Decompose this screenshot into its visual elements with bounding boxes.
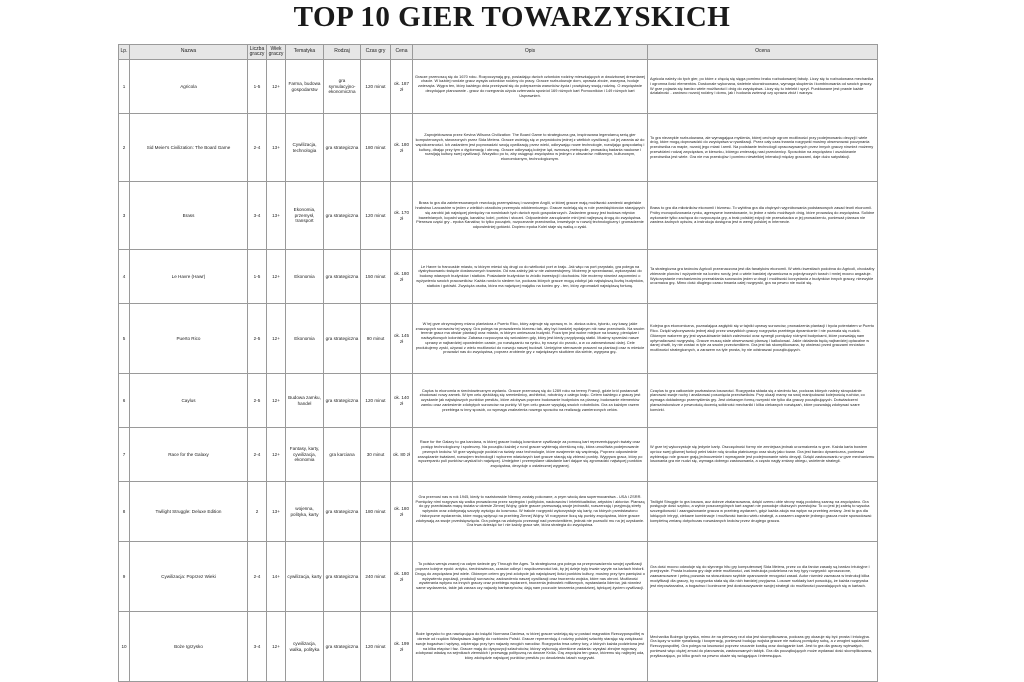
cell-price: ok. 140 zł [391,374,413,428]
cell-name: Cywilizacja: Poprzez Wieki [130,542,248,612]
cell-price: ok. 199 zł [391,612,413,682]
cell-name: Race for the Galaxy [130,428,248,482]
cell-price: ok. 80 zł [391,428,413,482]
header-rating: Ocena [648,45,878,60]
cell-type: gra strategiczna [324,304,361,374]
cell-age: 12+ [267,428,286,482]
cell-age: 13+ [267,114,286,182]
cell-time: 120 minut [361,612,391,682]
cell-players: 3-4 [248,182,267,250]
cell-price: ok. 180 zł [391,114,413,182]
cell-price: ok. 180 zł [391,482,413,542]
cell-lp: 4 [119,250,130,304]
cell-theme: Cywilizacja, technologia [286,114,324,182]
header-description: Opis [413,45,648,60]
cell-players: 2-5 [248,374,267,428]
cell-time: 90 minut [361,304,391,374]
table-row [119,542,878,612]
cell-price: ok. 170 zł [391,182,413,250]
cell-age: 13+ [267,182,286,250]
table-row [119,482,878,542]
cell-players: 1-5 [248,60,267,114]
cell-players: 2-4 [248,114,267,182]
table-row [119,114,878,182]
cell-description: Caylus to ekonomia w średniowiecznym wydaniu. Gracze przenoszą się do 1289 roku na tereny Francji, gdzie król postanowił zbudować nowy zamek. W tym celu zjeżdżają się rzemieślnicy, architekci, robotnicy z całego kraju. Celem każdego z graczy jest uzyskanie jak największych punktów prestiżu, które zdobywa poprzez budowanie budynków na planszy, budowanie elementów zamku oraz zaniesienie zdobytych surowców na punkty. W tym celu gracze wysyłają swoich robotników. Gra za każdym razem przebiega w inny sposób, co wymaga znalezienia nowego sposobu na realizację zamierzonych celów. [413,374,648,428]
cell-time: 180 minut [361,482,391,542]
cell-lp: 7 [119,428,130,482]
table-row [119,428,878,482]
table-row [119,250,878,304]
cell-lp: 8 [119,482,130,542]
cell-theme: Ekonomia [286,304,324,374]
cell-lp: 1 [119,60,130,114]
cell-type: gra strategiczna [324,250,361,304]
cell-name: Sid Meier's Civilization: The Board Game [130,114,248,182]
cell-time: 180 minut [361,114,391,182]
cell-price: ok. 145 zł [391,304,413,374]
cell-rating: Mechanika Bożego Igrzyska, mimo że na pierwszy rzut oka jest skomplikowana, podczas gry okazuje się być prosta i intuicyjna. Gra łączy w sobie rywalizację i kooperację, ponieważ budując wojska gracze nie walczą pomiędzy sobą, a z wrogimi sąsiadami Rzeczypospolitej. Gra polega na losowości poprzez rzucanie kostką oraz dociąganie kart. Jest to gra dla graczy wytrwałych, ponieważ więc ciężej zmusi do planowania, zastosowanych taktyk. Gra dla początkujących może wydawać dość skomplikowana, przytłaczająca, po kilku grach na pewno okaże się wciągająca i interesująca. [648,612,878,682]
cell-theme: Ekonomia, przemysł, transport [286,182,324,250]
cell-description: Race for the Galaxy to gra karciana, w której gracze budują kosmiczne cywilizacje za pomocą kart reprezentujących światy oraz postęp technologiczny i społeczny. Na początku każdej z rund gracze wybierają określoną rolę, która umożliwia podejmowanie pewnych kroków. W grze występuje podział na światy oraz technologie, które wzajemnie się wspierają. Poprzez odpowiednie zarządzanie światami, rozwojem technologii i wyborem właściwych kart gracze starają się zbierać punkty. Wygrywa gracz, który po wyczerpaniu puli punktów uzyskał ich najwięcej. Umiejętne i przemyślane układanie kart dające się zgromadzić najwięcej punktów zwycięstwa, decyduje o ostatecznej wygranej. [413,428,648,482]
cell-time: 30 minut [361,428,391,482]
games-table [118,44,878,682]
cell-theme: Budowa zamku, handel [286,374,324,428]
cell-type: gra strategiczna [324,542,361,612]
cell-type: gra strategiczna [324,374,361,428]
cell-type: gra strategiczna [324,182,361,250]
cell-rating: Brass to gra dla miłośników ekonomii i biznesu. To wybitna gra dla chętnych wypróbowania podstawowych zasad teorii ekonomii. Próby monopolizowania rynku, agresywne inwestowanie, to jedne z wielu możliwych dróg, które prowadzą do zwycięstwa. Solidne wykonanie tylko zachęca do rozpoczęcia gry, a brak polskiej edycji nie przeszkadza w jej prowadzeniu, ponieważ plansza nie zawiera żadnych opisów, a instrukcja dostępna jest w wersji polskiej w Internecie. [648,182,878,250]
cell-time: 240 minut [361,542,391,612]
cell-description: Boże Igrzysko to gra nawiązująca do książki Normana Daviesa, w której gracze wcielają się w postaci magnatów Rzeczypospolitej w okresie od rządów Władysława Jagiełły do rozbiorów Polski. Gracze reprezentują 4 rodziny polskiej szlachty starając się zwiększać swoje bogactwo i wpływy, odpierając przy tym najazdy wrogich narodów. Rozgrywka trwa cztery tury, z których każda podzielona jest na kilka etapów i faz. Gracze mają do dyspozycji szlachciców, którzy wykonują określone zadania: wysyłać zbrojne wyprawy, zdobywać władzę na sejmikach ziemskich i przewagę polityczną na dworze Króla. Grę zwycięża ten gracz, któremu się najlepiej uda, który zdobędzie najwięcej punktów prestiżu po dwudziestu latach rozgrywki. [413,612,648,682]
cell-age: 12+ [267,612,286,682]
cell-age: 12+ [267,250,286,304]
cell-type: gra strategiczna [324,482,361,542]
cell-name: Le Havre (Hawr) [130,250,248,304]
cell-name: Boże Igrzysko [130,612,248,682]
table-row [119,374,878,428]
cell-theme: Fantasy, karty, cywilizacja, ekonomia [286,428,324,482]
table-row [119,304,878,374]
cell-time: 120 minut [361,182,391,250]
cell-type: gra symulacyjno-ekonomiczna [324,60,361,114]
header-players: Liczba graczy [248,45,267,60]
cell-theme: cywilizacja, walka, polityka [286,612,324,682]
cell-players: 3-4 [248,612,267,682]
cell-description: W tej grze otrzymujemy miano plantatora z Puerto Rico, który zajmuje się uprawą m. in. złośca cukru, tytoniu, czy kawy, jakie znaczących surowców tej wyspy. Gra polega na prowadzeniu biznesu tak, aby być bardziej wydajnym niż nasz przeciwnik. Na swoim terenie gracz ma obsiar plantacji oraz miasto, w którym umieszcza budynki. Poza tym jest wolne miejsce na towary, pieniądze i nadwyżkowych kolonistów. Zabawa rozpoczyna się wnioskiem gdy, który jest kiedy przypływają statki. Musimy sprzedać nasze uprawy w najbardziej opowiednim czasie, po rozwiązaniu na rynku, by ruszyć do przodu, a w co zainwestować dalej. Cele produkujemy zyski, używać z wielu możliwości do rozwoju naszej budowli. Umiejętne sterowanie pracami na plantacji oraz w mieście prowadzi nas do zwycięstwa, poprzez zrobienie gry z największym skutkiem dla siebie, wygrywa grę. [413,304,648,374]
cell-time: 120 minut [361,60,391,114]
cell-name: Agricola [130,60,248,114]
header-price: Cena [391,45,413,60]
cell-theme: Ekonomia [286,250,324,304]
cell-age: 12+ [267,304,286,374]
cell-description: Zaprojektowana przez Kevina Wilsona Civilization: The Board Game to strategiczna gra, inspirowana legendarną serią gier komputerowych, stworzonych przez Sida Meiera. Gracze wcielają się w przywódców jednej z wielkich cywilizacji, od jej zarania aż do współczesności. Ich zadaniem jest poprowadzić swoją cywilizację przez wieki, odkrywając nowe technologie, rozwijając gospodarkę i kulturę, dbając przy tym o dyplomację i obronę. Gracze odkrywają kolejne ląd, wznoszą metropolie, prowadzą badania naukowe i rozwijają kulturę swej cywilizacji. Wszystko po to, aby osiągnąć zwycięstwo w jednym z obszarów: militarnym, kulturowym, ekonomicznym, technologicznym. [413,114,648,182]
cell-rating: To gra niezwykle rozbudowana, ale wymagająca myślenia, której cechuje ogrom możliwości przy podejmowaniu decyzji i wiele dróg, które mogą doprowadzić do zwycięstwa w rywalizacji. Przez cały czas trwania rozgrywki musimy obserwować poczynania przeciwnika na mapie, rozwój jego miast i armii. Na podstawie technologii opracowywanych przez innych graczy również możemy przewidzieć rodzaj zwycięstwa, w kierunku, którego zmierzają nasi przeciwnicy. Sposobów na zwycięstwo i oszukiwanie przeciwnika jest wiele. Gra nie ma przestojów i pomimo niewielkiej interakcji między graczami, daje dużo satysfakcji. [648,114,878,182]
cell-name: Caylus [130,374,248,428]
header-lp: Lp. [119,45,130,60]
cell-theme: cywilizacja, karty [286,542,324,612]
cell-description: Brass to gra dla zainteresowanych rewolucją przemysłową i rozwojem Anglii, w której gracze mają możliwość zamienić angielskie hrabstwo Lancashire w jeden z wielkich ośrodków przemysłu włókienniczego. Gracze wcielają się w role przedsiębiorców starających się zarobić jak najwięcej pieniędzy na nowinkach tych dwóch epok gospodarczych. Zadaniem graczy jest budowa młynów bawełnianych, kopalni węgla, kanałów, kolei, portów i stoczni. Odpowiednie zarządzanie mini jest najlepszą drogą do zwycięstwa. Pierwsza część gry - epoka Kanałów, to tylko początek, rozpoznanie przeciwnika, inwestycje w rozwój technologiczny i gromadzenie odpowiedniej gotówki. Dopiero epoka Kolei staje się walką o zyski. [413,182,648,250]
table-header-row [119,45,878,60]
cell-lp: 9 [119,542,130,612]
cell-lp: 3 [119,182,130,250]
cell-rating: Kolejna gra ekonomiczna, pozwalająca zagłębić się w tajniki uprawy surowców, prowadzenia plantacji i bycia potentatem w Puerto Rico. Dzięki wykonywaniu jednej akcji przez wszystkich graczy rozgrywka przebiega dynamicznie i nie pozwala się nudzić. Głównym walorem gry jest wyszukiwanie takich zależności oraz synergii pomiędzy różnymi budynkami, które pozwalają nam optymalizować rozgrywkę. Gracze muszą stale obserwować planszę i kalkulować. Jakie działania będą najbardziej opłacalne w danej chwili, by nie zostać w tyle za swoim przeciwnikiem. Gra jest tak skomplikowana, by otwierać przed graczami mnóstwo możliwości strategicznych, a zarazem na tyle prosta, by nie odstraszać początkujących. [648,304,878,374]
cell-age: 13+ [267,482,286,542]
cell-rating: Twilight Struggle to gra losowa, acz dobrze zbalansowana, dzięki czemu obie strony mają podobną szansę na zwycięstwo. Gra postępuje dość szybko, a wybór poszczególnych kart zagrań nie powoduje dłuższych przestojów. To co jest jej zaletą to wysoka szczegółowość i zaangażowanie gracza w przebieg wydarzeń, gdyż każda akcja ma wpływ na przebieg zmiany. Jest to gra dla lubiących intrygi, ciekawe kombinacje i możliwość bardzo wielu strategii, a zarazem zagranie jednego gracza może spowodować kompletną zmianę dotychczas rozważanych kroków przez drugiego gracza. [648,482,878,542]
cell-lp: 6 [119,374,130,428]
cell-age: 12+ [267,60,286,114]
cell-time: 150 minut [361,250,391,304]
table-row [119,612,878,682]
cell-name: Brass [130,182,248,250]
cell-name: Puerto Rico [130,304,248,374]
cell-lp: 2 [119,114,130,182]
cell-rating: Ta strategiczna gra twórców Agricoli przeznaczona jest dla fanatyków ekonomii. W wielu kwestiach podobna do Agricoli, chociażby zbieranie plonów i wyżywienie na koniec rundy, jest o wiele bardziej dynamiczna w pojedynczych turach i mniej mocno angażuje. Wykorzystanie mechanizmów przerabiania surowców jeden w drugi i możliwość korzystania z budynków innych graczy, niezwykle urozmaica grę. Mimo dość długiego czasu trwania całej rozgrywki, gra na pewno nie nudzi się. [648,250,878,304]
cell-rating: Czaylus to gra całkowicie pozbawiona losowości. Rozgrywka składa się z siedmiu faz, podczas których należy skrupulatnie planować swoje ruchy i analizować posunięcia przeciwników. Przy okazji mamy na swój manipulować kolejnością ruchów, co wymaga dokładnego przemyślenia gry. Jest ciekawym formą rozrywki nie tylko dla graczy początkujących. Doświadczeni planszówkowicze z pewnością docenią solidność mechaniki i kilka ciekawych rozwiązań, które pozwalają zdobywać szare komórki. [648,374,878,428]
cell-type: gra strategiczna [324,612,361,682]
table-row [119,60,878,114]
cell-rating: W grze tej wykorzystuje się jedynie karty. Oszczędność formy nie zmniejsza jednak urozmaicenia w grze. Każda karta bowiem oprócz swej głównej funkcji pełni także rolę środka płatniczego oraz służy jako towar. Gra jest bardzo dynamiczna, ponieważ wybierając role gracze grają jednocześnie i wymaganie jest podejmowanie wielu decyzji. Dzięki zastosowaniu w grze mechanizmu losowania gra nie nudzi się, wymaga dobrego zastosowania, a często nagły zmiany obiegu, wcielenie strategii. [648,428,878,482]
page-title: TOP 10 GIER TOWARZYSKICH [293,1,731,33]
cell-description: Gracze przenoszą się do 1670 roku. Rozpoczynają grę, posiadając dwóch członków rodziny mieszkających w dwuizbowej drewnianej chacie. W każdej rundzie gracz wysyła członków rodziny do pracy. Gracze rozbudowuje dom, uprawia zboże, warzywa, hoduje zwierzęta. Wygra ten, który każdego dnia przeżywał się do polepszenia warunków życia i powiększy swoją rodzinę. O zwycięstwie decydujące planowanie - gracz do rozegrania użycia czternastu spośród 169 różnych kart Pomocników i 149 różnych kart Usprawnień. [413,60,648,114]
cell-theme: Farma, budowa gospodarstw [286,60,324,114]
cell-players: 2-4 [248,428,267,482]
cell-price: ok. 180 zł [391,250,413,304]
cell-lp: 5 [119,304,130,374]
cell-players: 2-5 [248,304,267,374]
cell-rating: Gra dość mocno odwołuje się do słynnego hitu gry komputerowej Sida Meiera, przez co dla fanów zasady są bardzo intuicyjne i przejrzyste. Prosta budowa gry daje wiele możliwości, zaś instrukcja podzielona na trzy typy rozgrywki: uproszczone, zaawansowane i pełną pozwala na stosunkowo szybkie opanowanie mnogości zasad. Autor również zaznacza w instrukcji kilka modyfikacji dla graczy, by rozgrywka stała się dla nich bardziej przyjazna. Losowe rozkłady kart powodują, że każda rozgrywka jest niepowtarzalna, a bogactwo i konieczne jest dostosowywanie swojej strategii do możliwości pozwalających się w kartach. [648,542,878,612]
cell-age: 12+ [267,374,286,428]
cell-name: Twilight Struggle: Deluxe Edition [130,482,248,542]
cell-age: 14+ [267,542,286,612]
cell-type: gra strategiczna [324,114,361,182]
cell-description: To polska wersja znanej na całym świecie gry Through the Ages. Ta strategiczna gra polega na przeprowadzeniu swojej cywilizacji poprzez kolejne epoki: antyku, średniowiecza, czasów odkryć i współczesności tak, by jej dzieje były trwale wyryte na kartach historii. Drogą do zwycięstwa jest wiele. Głównym celem gry jest zdobycie jak największej ilości punktów kultury, musimy przy tym pamiętać o wyżywieniu populacji, produkcji surowców, zadowoleniu naszej cywilizacji oraz tworzeniu wojska, które nas obroni. Możliwość wywierania wpływu na innych graczy oraz przebiegu wydarzeń, tworzenia jednostek militarnych, wystawiania liderów, jak również same wydarzenia, takie jak zaraza czy najazdy barbarzyńców, dają nam poczucie tworzenia prawdziwej, tętniącej życiem cywilizacji. [413,542,648,612]
cell-players: 2-4 [248,542,267,612]
header-theme: Tematyka [286,45,324,60]
header-name: Nazwa [130,45,248,60]
cell-price: ok. 187 zł [391,60,413,114]
cell-time: 120 minut [361,374,391,428]
table-row [119,182,878,250]
cell-description: Le Havre to francuskie miasto, w którym mieści się drugi co do wielkości port w kraju. Jak więc na port przystało, gra polega na dystrybuowaniu święcie dostarczonych towarów. Od nas zależy jak w nie zainwestujemy. Możemy je sprzedawać, wykorzystać do budowy własnych budynków i statków. Posiadanie budynków to źródło inwestycji i dochodów. Nie możemy również zapomnieć o wyżywieniu swoich pracowników. Każda runda to siedem tur, podczas których gracze mogą zdobyć jak największą liczbę budynków, statków i gotówki. Zwycięża osoba, która ma najwięcej majątku na koniec gry - ten, który zgromadził największą fortunę. [413,250,648,304]
header-age: Wiek graczy [267,45,286,60]
cell-players: 1-5 [248,250,267,304]
header-time: Czas gry [361,45,391,60]
header-type: Rodzaj [324,45,361,60]
cell-theme: wojenna, polityka, karty [286,482,324,542]
cell-lp: 10 [119,612,130,682]
cell-players: 2 [248,482,267,542]
cell-price: ok. 180 zł [391,542,413,612]
cell-type: gra karciana [324,428,361,482]
cell-rating: Agricola należy do tych gier, po które z chęcią się sięga pomimo braku rozbudowanej fabuły. Liczy się tu rozbudowana mechanika i ogromna ilość elementów. Doskonale wykonana, świetnie skonstruowana, wymaga skupienia i kombinowania od swoich graczy. W grze pojawia się bardzo wiele możliwości i dróg do zwycięstwa. Liczy się tu intelekt i spryt. Punktowane jest prawie każde działalność - zarówno rozwój rodziny i domu, jak i hodowla zwierząt czy uprawa zbóż i warzyw. [648,60,878,114]
cell-description: Gra przenosi nas w rok 1945, kiedy to nazistowskie Niemcy zostały pokonane, a prym wiodą dwa supermocarstwa - USA i ZSRR. Pomiędzy nimi rozgrywa się walka prowadzona przez szpiegów i polityków, naukowców i intelektualistów, artystów i aktorów. Planszą do gry przedstawia mapę świata w okresie Zimnej Wojny, gdzie gracze przesuwają swoje jednostki, rozszerzają i przyjmują strefy wpływów oraz zdobywają szczyty wyścigu do kosmosu. W trakcie rozgrywki wykorzystuje się karty, na których przedstawiono historyczne wydarzenia, które mogą wpłynąć na przebieg Zimnej Wojny. W rozgrywce liczą się punkty zwycięstwa, które gracze zdobywają za swoje przedsięwzięcia. Gra polega na zdobyciu przewagi nad przeciwnikiem, jednak nie pozwolić mu na jej uzyskanie. Gra trwa dziesięć tur i nie każdy gracz wie, która strategia do zwycięstwa. [413,482,648,542]
